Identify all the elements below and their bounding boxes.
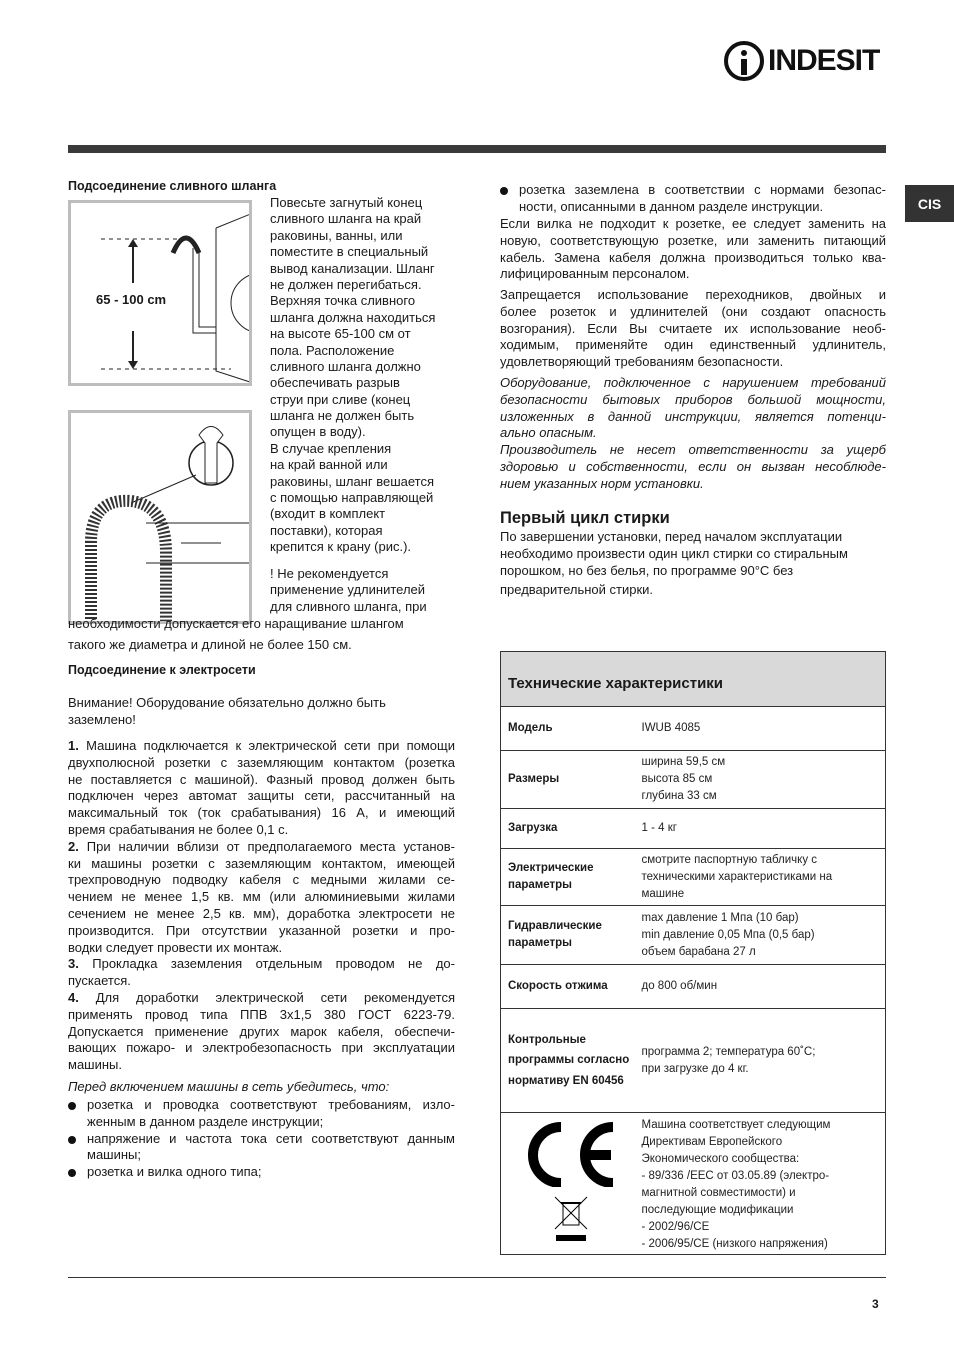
spec-value-line: max давление 1 Мпа (10 бар) (641, 911, 799, 924)
item-number: 1. (68, 738, 79, 753)
text-line: шланга не должен быть (270, 408, 415, 424)
item-text: ки машины розетки с заземляющим контактом, имеющей (68, 855, 455, 871)
text-line (68, 1007, 455, 1024)
weee-crossed-bin-icon (508, 1193, 634, 1249)
spec-value (634, 849, 886, 906)
text-line: на высоте 65-100 см от (270, 326, 411, 342)
text-line: Верхняя точка сливного (270, 293, 416, 309)
text-line: нием указанных норм установки. (500, 475, 704, 491)
text-line: кабель. Замена кабеля должна производиться только ква- (500, 249, 886, 265)
spec-row (501, 1009, 886, 1113)
header-bar (68, 145, 886, 153)
height-label: 65 - 100 cm (96, 292, 167, 307)
text-line: напряжение и частота тока сети соответствуют данным (87, 1130, 455, 1146)
bullet-item (68, 1131, 455, 1165)
item-text: При наличии вблизи от предполагаемого места установ- (86, 838, 455, 854)
item-number: 3. (68, 956, 79, 972)
text-line: заземлено! (68, 711, 136, 727)
spec-row (501, 965, 886, 1009)
spec-value-line: программа 2; температура 60˚С; (641, 1045, 816, 1058)
text-line: раковины, ванны, или (270, 227, 403, 243)
text-line: здоровью и собственности, если он вызван несоблюде- (500, 458, 886, 474)
indesit-logo (724, 40, 879, 82)
spec-label: Гидравлические параметры (501, 906, 634, 965)
spec-label: Контрольные программы согласно нормативу EN 60456 (501, 1009, 634, 1113)
text-line: струи при сливе (конец (270, 391, 411, 407)
text-line: По завершении установки, перед началом эксплуатации (500, 529, 843, 544)
text-line: поместите в специальный (270, 244, 429, 260)
hose-on-tap-illustration (71, 413, 251, 623)
directive-line: - 2006/95/CE (низкого напряжения) (641, 1238, 828, 1250)
spec-value-line: объем барабана 27 л (641, 945, 756, 958)
item-text: Допускается применение других марок кабеля, обеспечи- (68, 1023, 455, 1039)
text-line: сливного шланга на край (270, 211, 422, 227)
text-line: ности, описанными в данном разделе инструкции. (519, 198, 824, 214)
text-line: безопасности бытовых приборов большой мощности, (500, 391, 886, 407)
text-line (68, 889, 455, 906)
item-number: 2. (68, 838, 79, 854)
spec-label: Размеры (501, 751, 634, 809)
text-line: с помощью направляющей (270, 490, 434, 506)
spec-row (501, 906, 886, 965)
text-line: порошком, но без белья, по программе 90°С без (500, 562, 794, 578)
hose-guide-figure (68, 410, 252, 624)
electric-heading: Подсоединение к электросети (68, 663, 256, 677)
spec-label: Модель (501, 707, 634, 751)
extension-warning-continued (68, 616, 458, 654)
spec-label: Загрузка (501, 809, 634, 849)
item-text: водки следует провести их монтаж. (68, 939, 283, 955)
text-line (68, 822, 455, 839)
item-text: чением не менее 1,5 кв. мм (или алюминиевыми жилами (68, 889, 455, 905)
ce-mark-icon (508, 1119, 634, 1193)
language-tab: CIS (905, 185, 954, 222)
text-line: вывод канализации. Шланг (270, 260, 435, 276)
logo-i-icon (724, 41, 764, 81)
text-line: розетка заземлена в соответствии с нормами безопас- (519, 182, 886, 197)
spec-row-directives (501, 1113, 886, 1255)
text-line (68, 956, 455, 973)
text-line (68, 906, 455, 923)
text-line: поставки), которая (270, 522, 383, 538)
text-line: ! Не рекомендуется (270, 566, 389, 581)
directive-line: - 2002/96/CE (641, 1221, 710, 1233)
text-line: изложенных в данной инструкции, является потенци- (500, 408, 886, 424)
text-line: лифицированным персоналом. (500, 266, 690, 282)
bullet-item (500, 182, 886, 216)
text-line (68, 940, 455, 957)
item-text: Прокладка заземления отдельным проводом не до- (92, 956, 455, 972)
item-text: вающих пожаро- и электробезопасность при эксплуатации (68, 1040, 455, 1056)
spec-value-line: техническими характеристиками на (641, 870, 833, 883)
spec-value (634, 965, 886, 1009)
spec-label: Скорость отжима (501, 965, 634, 1009)
item-text: пускается. (68, 973, 131, 989)
item-text: производится. При отсутствии указанной розетки и про- (68, 922, 455, 938)
text-line: такого же диаметра и длиной не более 150 см. (68, 636, 352, 652)
electric-requirements (68, 738, 455, 1074)
text-line: розетка и проводка соответствуют требованиям, изло- (87, 1097, 455, 1112)
spec-label: Электрические параметры (501, 849, 634, 906)
directive-line: - 89/336 /EEC от 03.05.89 (электро- (641, 1170, 830, 1182)
text-line: крепится к крану (рис.). (270, 539, 412, 555)
text-line (68, 755, 455, 772)
text-line: раковины, шланг вешается (270, 473, 435, 489)
directives-text (634, 1113, 886, 1255)
text-line: не должен перегибаться. (270, 276, 422, 292)
safety-note (500, 375, 886, 442)
text-line (68, 923, 455, 940)
text-line (68, 990, 455, 1007)
text-line: необходимо произвести один цикл стирки со стиральным (500, 545, 848, 561)
bullet-item (68, 1164, 455, 1181)
text-line: возгорания). Если Вы считаете их использование необ- (500, 320, 886, 336)
item-text: применять провод типа ППВ 3х1,5 380 ГОСТ 6223-79. (68, 1006, 455, 1022)
text-line: сливного шланга должно (270, 358, 421, 374)
item-text: двухполюсной розетки с заземляющим контактом (розетка (68, 754, 455, 770)
directive-line: Директивам Европейского (641, 1136, 783, 1148)
drain-heading: Подсоединение сливного шланга (68, 179, 277, 193)
bullet-icon (68, 1102, 76, 1110)
item-text: не поставляется с машиной). Фазный провод должен быть (68, 771, 455, 787)
spec-value-line: ширина 59,5 см (641, 756, 726, 768)
spec-value-line: min давление 0,05 Мпа (0,5 бар) (641, 928, 815, 941)
text-line: для сливного шланга, при (270, 598, 427, 614)
page-number: 3 (872, 1297, 879, 1311)
text-line: на край ванной или (270, 457, 388, 473)
bullet-item (68, 1097, 455, 1131)
text-line: ально опасным. (500, 425, 597, 441)
item-text: максимальный ток (ток срабатывания) 16 А, и имеющий (68, 805, 455, 821)
bullet-icon (500, 187, 508, 195)
plug-replacement-text (500, 216, 886, 283)
text-line: пола. Расположение (270, 342, 395, 358)
item-text: трехпроводную подводку кабеля с медными жилами се- (68, 872, 455, 888)
spec-value-line: высота 85 см (641, 773, 713, 785)
spec-value (634, 809, 886, 849)
text-line: Производитель не несет ответственности за ущерб (500, 442, 886, 457)
first-cycle-text-last: предварительной стирки. (500, 582, 654, 597)
text-line: Если вилка не подходит к розетке, ее следует заменить на (500, 216, 886, 231)
text-line (68, 738, 455, 755)
drain-instructions (270, 195, 460, 556)
text-line: машины; (87, 1147, 141, 1163)
text-line (68, 772, 455, 789)
first-cycle-heading: Первый цикл стирки (500, 509, 670, 527)
text-line (68, 856, 455, 873)
text-line (68, 1024, 455, 1041)
text-line: Оборудование, подключенное с нарушением требований (500, 375, 886, 390)
text-line: Внимание! Оборудование обязательно должно быть (68, 695, 386, 710)
first-cycle-text (500, 529, 886, 579)
spec-value-line: до 800 об/мин (641, 980, 718, 992)
check-list-continued (500, 182, 886, 216)
adapter-warning-text (500, 287, 886, 371)
check-list (68, 1097, 455, 1181)
text-line: женным в данном разделе инструкции; (87, 1113, 324, 1129)
text-line: розетка и вилка одного типа; (87, 1164, 262, 1180)
spec-value-line: смотрите паспортную табличку с (641, 853, 818, 866)
specifications-title: Технические характеристики (501, 652, 886, 707)
item-text: Для доработки электрической сети рекомендуется (95, 989, 455, 1005)
text-line: обеспечивать разрыв (270, 375, 400, 391)
spec-value (634, 906, 886, 965)
spec-row (501, 751, 886, 809)
text-line: (входит в комплект (270, 506, 386, 522)
item-text: машины. (68, 1057, 122, 1073)
text-line: Повесьте загнутый конец (270, 195, 423, 210)
item-text: время срабатывания не более 0,1 с. (68, 821, 289, 837)
text-line (68, 872, 455, 889)
text-line: В случае крепления (270, 440, 392, 456)
spec-row (501, 849, 886, 906)
text-line (68, 839, 455, 856)
check-intro: Перед включением машины в сеть убедитесь, что: (68, 1079, 390, 1094)
text-line (68, 973, 455, 990)
bullet-icon (68, 1136, 76, 1144)
spec-value-line: 1 - 4 кг (641, 822, 677, 834)
text-line: удовлетворяющий требованиям безопасности. (500, 354, 784, 370)
text-line (68, 1040, 455, 1057)
logo-text: INDESIT (768, 44, 880, 77)
specifications-table (500, 651, 886, 1255)
spec-value-line: машине (641, 887, 685, 900)
spec-row (501, 809, 886, 849)
extension-warning (270, 566, 460, 615)
directive-line: Машина соответствует следующим (641, 1119, 831, 1131)
certification-marks (501, 1113, 634, 1255)
footer-rule (68, 1277, 886, 1278)
item-text: Машина подключается к электрической сети при помощи (86, 738, 455, 753)
item-number: 4. (68, 989, 79, 1005)
text-line (68, 788, 455, 805)
text-line (68, 1057, 455, 1074)
directive-line: магнитной совместимости) и (641, 1187, 796, 1199)
item-text: подключен через автомат защиты сети, рассчитанный на (68, 788, 455, 804)
directive-line: Экономического сообщества: (641, 1153, 800, 1165)
text-line: новую, соответствующую розетке, или заменить питающий (500, 232, 886, 248)
grounding-warning (68, 695, 458, 729)
liability-note (500, 442, 886, 492)
spec-value (634, 707, 886, 751)
spec-row (501, 707, 886, 751)
text-line: необходимости допускается его наращивание шлангом (68, 616, 404, 631)
text-line: применение удлинителей (270, 582, 426, 598)
spec-value-line: при загрузке до 4 кг. (641, 1062, 749, 1075)
directive-line: последующие модификации (641, 1204, 794, 1216)
text-line: ходимым, применяйте один единственный удлинитель, (500, 337, 886, 353)
text-line: Запрещается использование переходников, двойных и (500, 287, 886, 302)
spec-value (634, 1009, 886, 1113)
text-line: шланга должна находиться (270, 309, 436, 325)
spec-value (634, 751, 886, 809)
text-line: опущен в воду). (270, 424, 366, 440)
text-line (68, 805, 455, 822)
item-text: сечением не менее 2,5 кв. мм), доработка электросети не (68, 905, 455, 921)
bullet-icon (68, 1169, 76, 1177)
drain-height-figure (68, 200, 252, 386)
spec-value-line: IWUB 4085 (641, 722, 701, 734)
text-line: более розеток и удлинителей (они создают опасность (500, 303, 886, 319)
spec-value-line: глубина 33 см (641, 790, 717, 802)
